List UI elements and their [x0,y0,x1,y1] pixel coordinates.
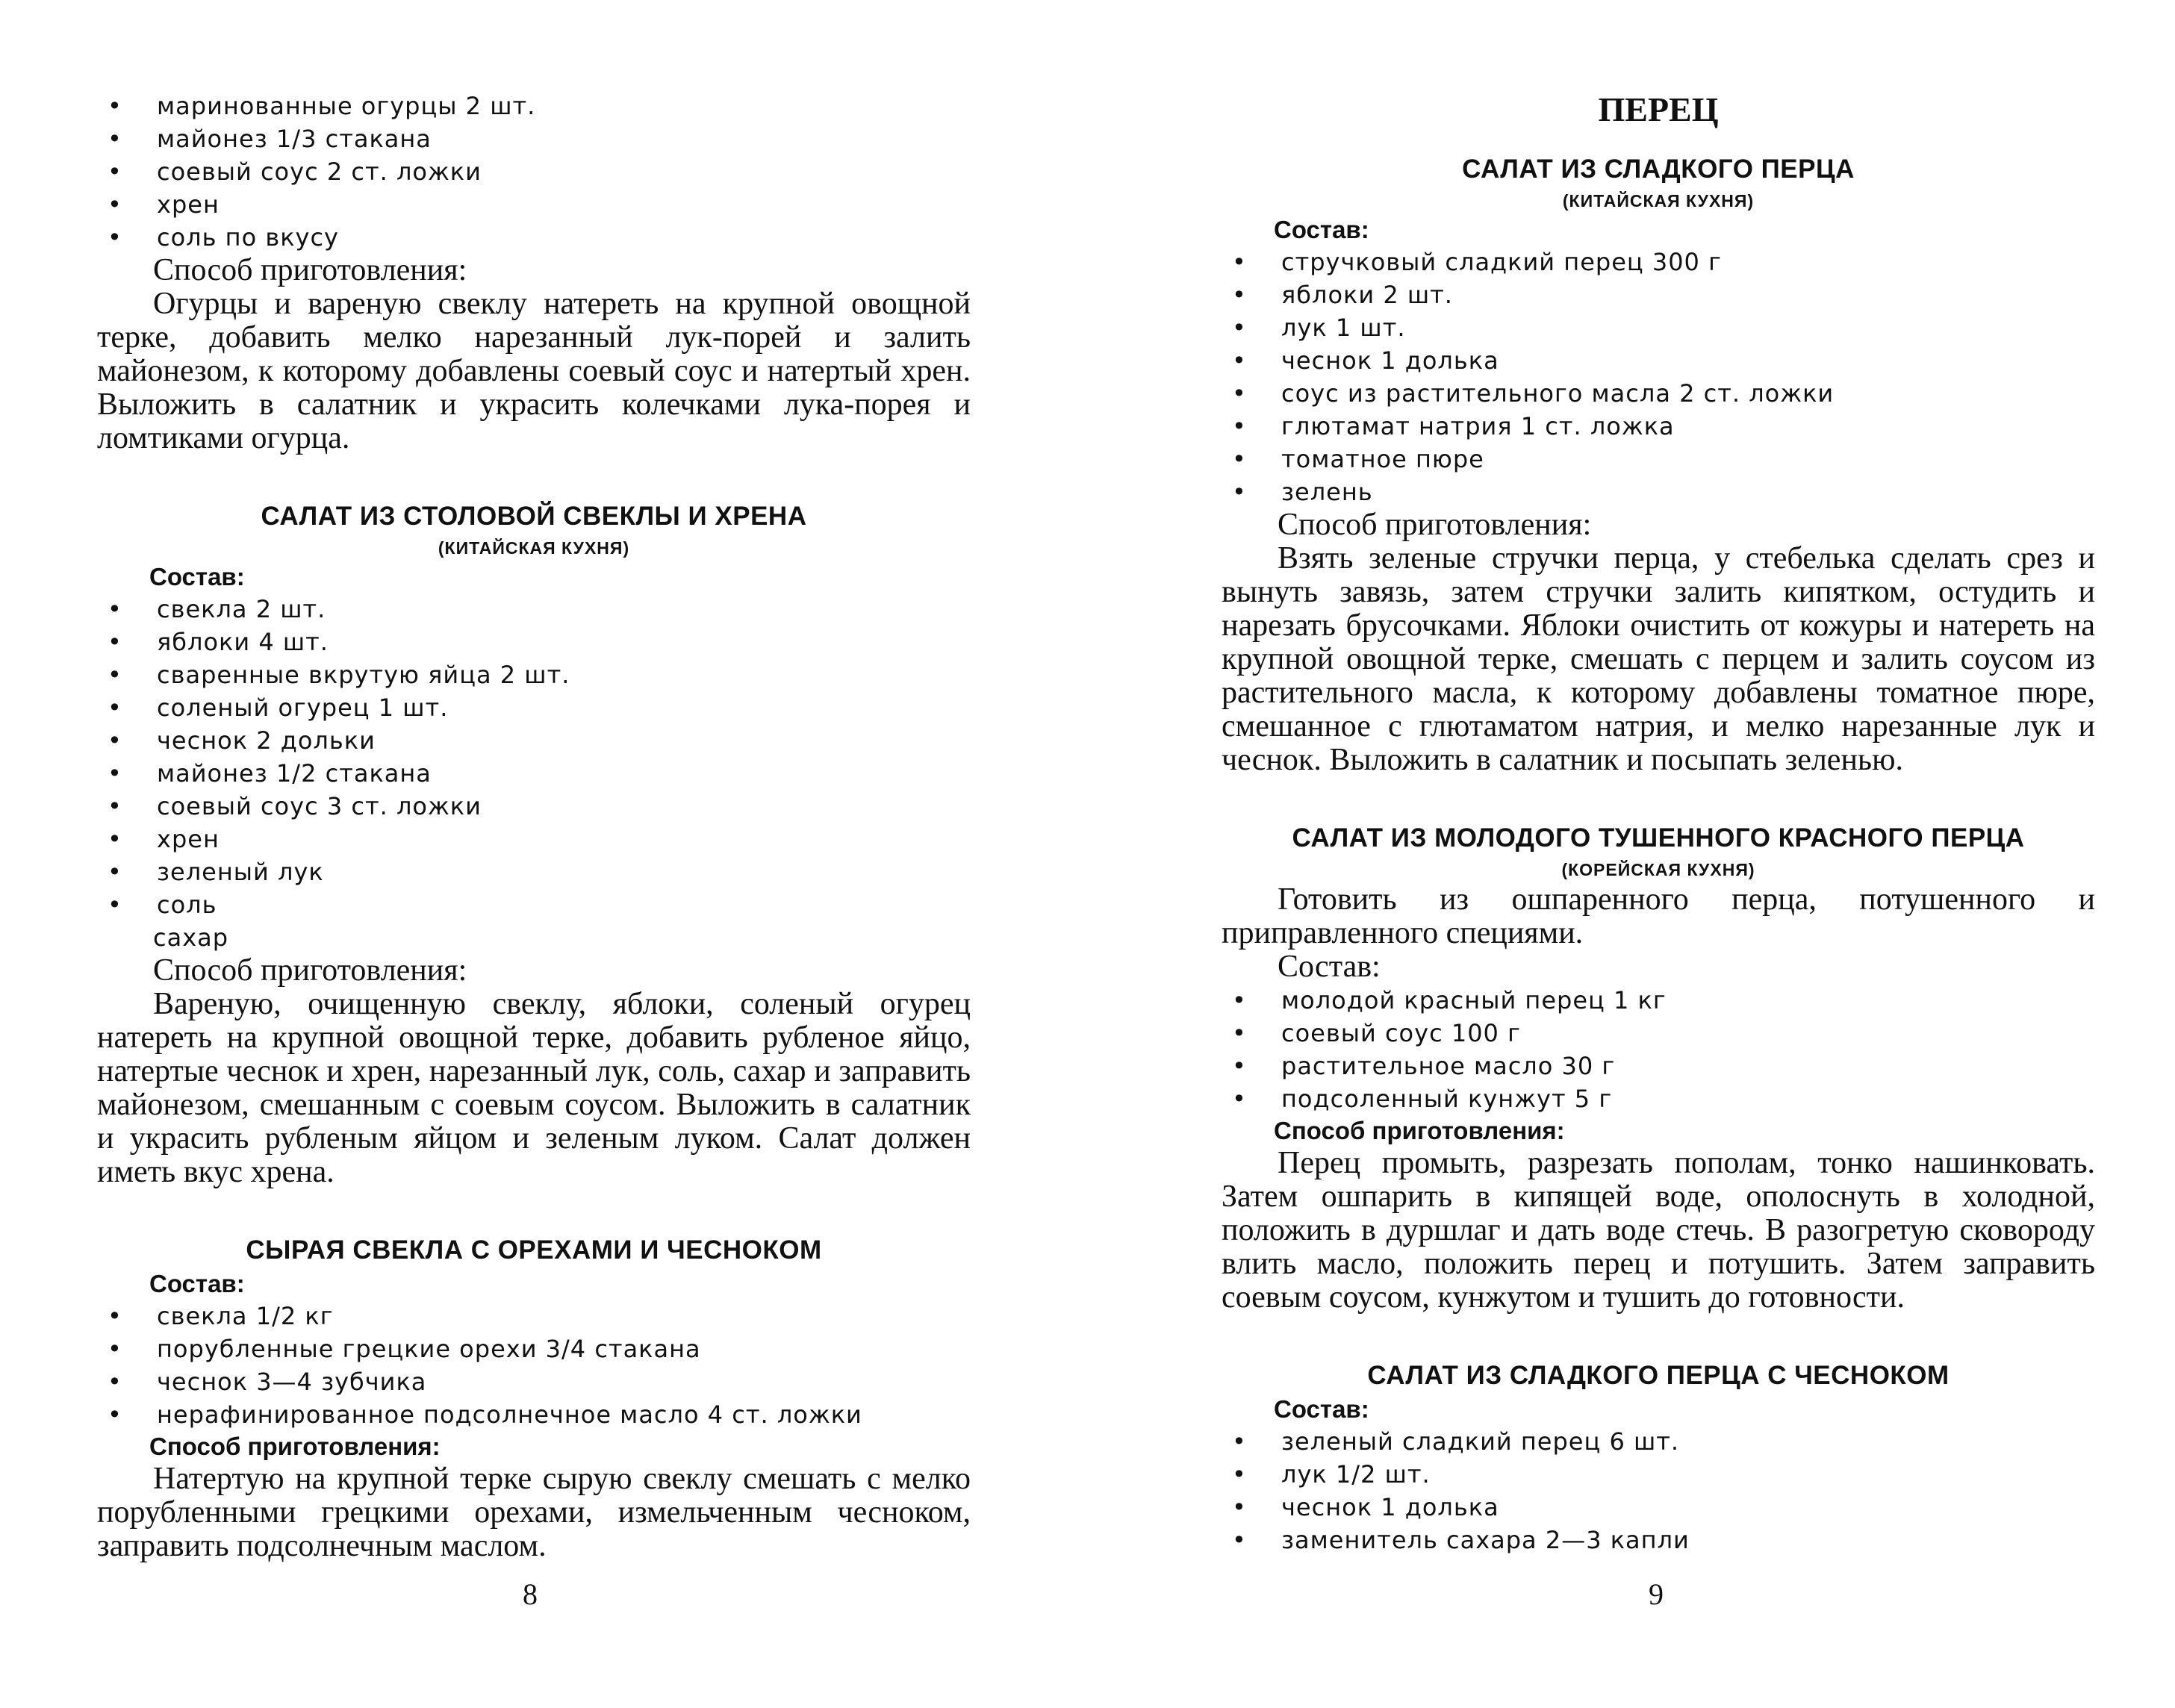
list-item: • молодой красный перец 1 кг [1232,986,1667,1014]
list-item: • заменитель сахара 2—3 капли [1232,1526,1690,1554]
list-item: • хрен [108,190,220,219]
ingredients-heading: Состав: [1274,1395,1369,1423]
cuisine-label: (КИТАЙСКАЯ КУХНЯ) [438,538,630,558]
recipe-title: САЛАТ ИЗ СЛАДКОГО ПЕРЦА С ЧЕСНОКОМ [1367,1361,1950,1390]
prep-label: Способ приготовления: [149,1433,441,1460]
prep-text: Вареную, очищенную свеклу, яблоки, соленый огурец натереть на крупной овощной терке, добавить рубленое яйцо, натертые чеснок и хрен, нарезанный лук, соль, сахар и заправить майонезом, смешанным с соевым соусом. Выложить в салатник и украсить рубленым яйцом и зеленым луком. Салат должен иметь вкус хрена. [97,987,971,1189]
list-item: • соленый огурец 1 шт. [108,694,449,722]
list-item: • соль [108,891,217,919]
list-item: • нерафинированное подсолнечное масло 4 ст. ложки [108,1400,862,1429]
prep-label: Способ приготовления: [1274,1117,1565,1144]
ingredients-heading: Состав: [149,1270,245,1297]
list-item: • чеснок 1 долька [1232,346,1499,375]
ingredients-heading: Состав: [149,563,245,590]
list-item: • зеленый сладкий перец 6 шт. [1232,1427,1680,1456]
recipe-title: САЛАТ ИЗ СЛАДКОГО ПЕРЦА [1462,155,1855,184]
list-item: • майонез 1/2 стакана [108,759,432,788]
chapter-title: ПЕРЕЦ [1598,90,1719,128]
recipe-title: САЛАТ ИЗ МОЛОДОГО ТУШЕННОГО КРАСНОГО ПЕРЦА [1292,823,2025,853]
left-page-content [97,90,971,1563]
prep-label: Способ приготовления: [153,253,467,287]
ingredient-list [1222,1425,2095,1556]
list-item: • подсоленный кунжут 5 г [1232,1085,1613,1113]
list-item: • глютамат натрия 1 ст. ложка [1232,412,1675,440]
list-item: • зелень [1232,478,1373,506]
recipe-title: СЫРАЯ СВЕКЛА С ОРЕХАМИ И ЧЕСНОКОМ [246,1235,822,1265]
list-item: • соль по вкусу [108,223,339,252]
list-item: • зеленый лук [108,858,324,886]
list-item: • хрен [108,825,220,853]
list-item: • яблоки 4 шт. [108,628,329,656]
list-item: • соевый соус 3 ст. ложки [108,792,482,820]
list-item: • сваренные вкрутую яйца 2 шт. [108,661,570,689]
intro-text: Готовить из ошпаренного перца, потушенного и приправленного специями. [1222,882,2095,950]
list-item: • порубленные грецкие орехи 3/4 стакана [108,1335,701,1363]
list-item: сахар [153,923,229,952]
page-number: 8 [523,1577,538,1611]
list-item: • чеснок 1 долька [1232,1493,1499,1521]
left-page [0,0,1087,1708]
list-item: • яблоки 2 шт. [1232,281,1453,309]
top-ingredient-list [97,90,971,254]
ingredient-list [1222,984,2095,1115]
prep-text: Взять зеленые стручки перца, у стебелька сделать срез и вынуть завязь, затем стручки залить кипятком, остудить и нарезать брусочками. Яблоки очистить от кожуры и натереть на крупной овощной терке, смешать с перцем и залить соусом из растительного масла, к которому добавлены томатное пюре, смешанное с глютаматом натрия, и мелко нарезанные лук и чеснок. Выложить в салатник и посыпать зеленью. [1222,541,2095,777]
list-item: • соевый соус 2 ст. ложки [108,158,482,186]
right-page [1087,0,2175,1708]
right-page-content [1222,90,2095,1556]
list-item: • соевый соус 100 г [1232,1019,1521,1047]
list-item: • чеснок 2 дольки [108,726,376,755]
prep-text: Натертую на крупной терке сырую свеклу смешать с мелко порубленными грецкими орехами, измельченным чесноком, заправить подсолнечным маслом. [97,1462,971,1563]
list-item: • свекла 1/2 кг [108,1302,334,1330]
list-item: • лук 1/2 шт. [1232,1460,1431,1489]
prep-label: Способ приготовления: [153,953,467,988]
cuisine-label: (КОРЕЙСКАЯ КУХНЯ) [1561,860,1755,879]
recipe-title: САЛАТ ИЗ СТОЛОВОЙ СВЕКЛЫ И ХРЕНА [261,502,807,531]
list-item: • маринованные огурцы 2 шт. [108,92,536,120]
cuisine-label: (КИТАЙСКАЯ КУХНЯ) [1562,191,1755,211]
list-item: • стручковый сладкий перец 300 г [1232,248,1722,276]
list-item: • майонез 1/3 стакана [108,125,432,153]
list-item: • чеснок 3—4 зубчика [108,1368,427,1396]
page-number: 9 [1649,1577,1664,1611]
ingredients-heading: Состав: [1274,216,1369,243]
prep-text: Перец промыть, разрезать пополам, тонко нашинковать. Затем ошпарить в кипящей воде, ополоснуть в холодной, положить в дуршлаг и дать воде стечь. В разогретую сковороду влить масло, положить перец и потушить. Затем заправить соевым соусом, кунжутом и тушить до готовности. [1222,1146,2095,1315]
list-item: • растительное масло 30 г [1232,1052,1616,1080]
list-item: • свекла 2 шт. [108,595,326,623]
list-item: • томатное пюре [1232,445,1484,473]
prep-label: Способ приготовления: [1278,508,1592,542]
list-item: • соус из растительного масла 2 ст. ложки [1232,379,1835,408]
prep-text: Огурцы и вареную свеклу натереть на крупной овощной терке, добавить мелко нарезанный лук-порей и залить майонезом, к которому добавлены соевый соус и натертый хрен. Выложить в салатник и украсить колечками лука-порея и ломтиками огурца. [97,287,971,455]
ingredient-list [97,1300,971,1431]
ingredients-heading: Состав: [1278,950,1381,984]
ingredient-list [97,593,971,954]
list-item: • лук 1 шт. [1232,314,1406,342]
ingredient-list [1222,246,2095,508]
